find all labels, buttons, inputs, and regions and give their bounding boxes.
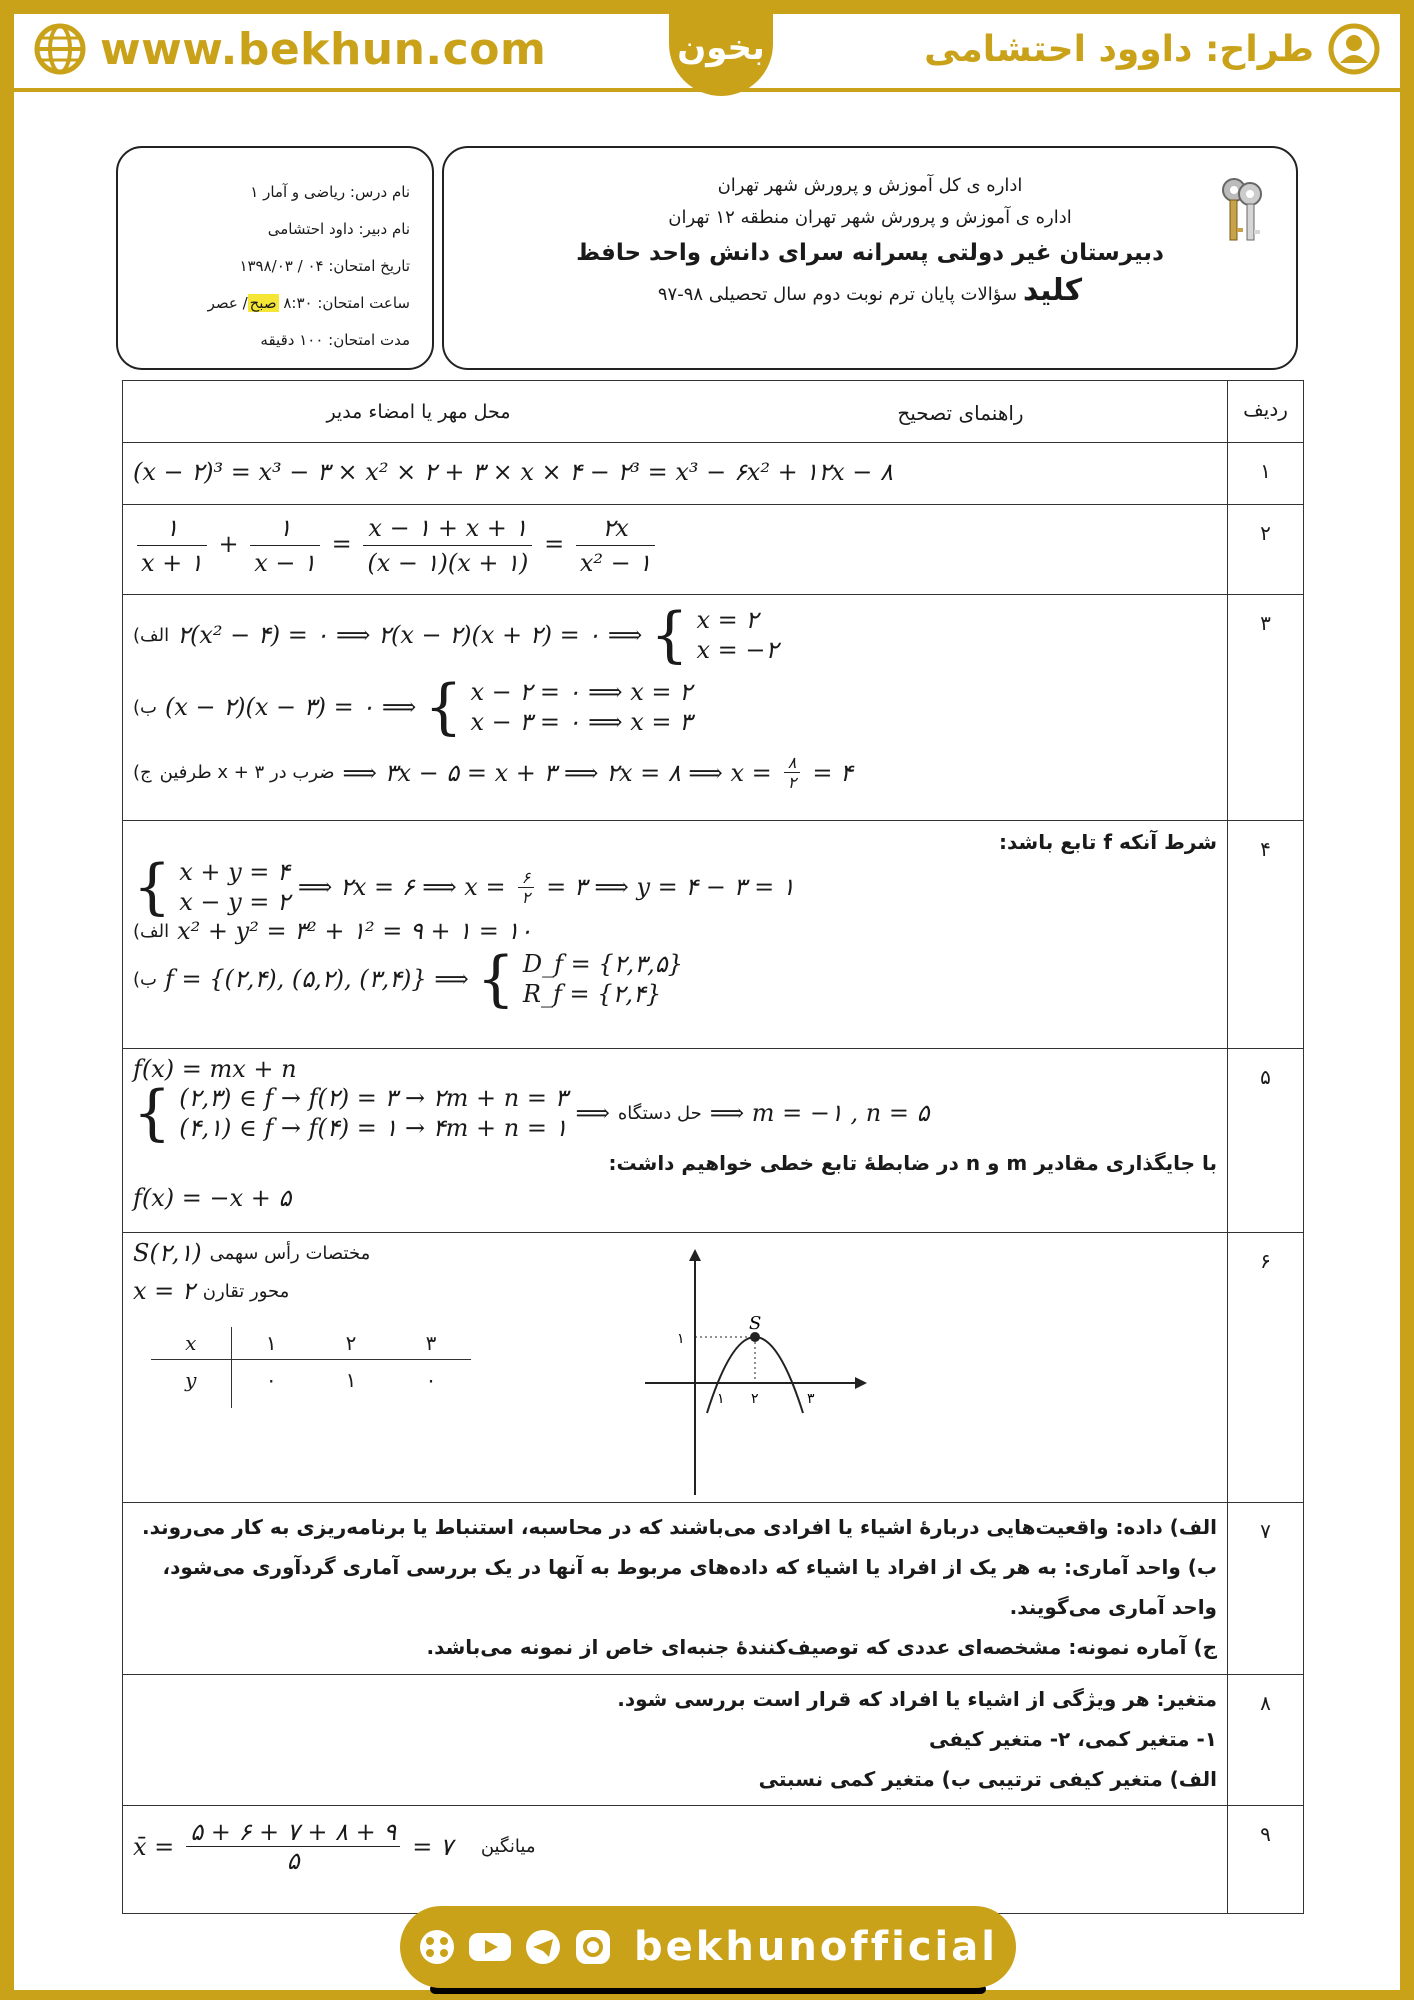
answer-6-vertex: S(۲,۱) مختصات رأس سهمی: [133, 1239, 371, 1267]
row-number-8: ۸: [1228, 1675, 1304, 1806]
value-table-y-3: ۰: [425, 1368, 437, 1392]
answer-3a: الف) ۲(x² − ۴) = ۰ ⟹ ۲(x − ۲)(x + ۲) = ۰ ⟹ { x = ۲ x = −۲: [133, 600, 779, 670]
answer-6-axis: x = ۲ محور تقارن: [133, 1277, 290, 1305]
value-table-x-label: x: [151, 1327, 231, 1360]
x-tick-2: ۲: [751, 1391, 759, 1407]
site-url[interactable]: www.bekhun.com: [100, 23, 547, 75]
value-table-y-2: ۱: [345, 1368, 357, 1392]
table-row: [123, 1049, 1304, 1233]
answer-4-condition: شرط آنکه f تابع باشد:: [999, 830, 1217, 854]
designer-credit: [924, 24, 1380, 74]
col-row: ردیف: [1228, 381, 1304, 443]
answer-cell-9: [123, 1806, 1228, 1914]
answer-7c: ج) آماره نمونه: مشخصه‌ای عددی که توصیف‌کنندهٔ جنبه‌ای خاص از نمونه می‌باشد.: [426, 1635, 1217, 1659]
value-table: [151, 1327, 471, 1408]
table-row: [123, 1233, 1304, 1503]
exam-title-text: سؤالات پایان ترم نوبت دوم سال تحصیلی ۹۸-۹۷: [657, 284, 1018, 305]
value-table-y-label: y: [151, 1360, 231, 1409]
vertex-label: S: [749, 1313, 762, 1334]
fraction: $\frac{x - ۱ + x + ۱}{(x - ۱)(x + ۱)}$: [363, 511, 532, 580]
row-number-4: ۴: [1228, 821, 1304, 1049]
exam-time-label: ساعت امتحان: ۸:۳۰: [283, 294, 410, 312]
row-number-7: ۷: [1228, 1503, 1304, 1675]
row-number-6: ۶: [1228, 1233, 1304, 1503]
col-seal: محل مهر یا امضاء مدیر: [326, 401, 511, 423]
value-table-x-1: ۱: [231, 1327, 311, 1360]
row-number-3: ۳: [1228, 595, 1304, 821]
answer-2-math: $\frac{۱}{x + ۱}$ + $\frac{۱}{x - ۱}$ = $\frac{x - ۱ + x + ۱}{(x - ۱)(x + ۱)}$ = $\frac{۲x}{\text{x² − ۱}}$: [133, 511, 1217, 580]
header-line-2: اداره ی آموزش و پرورش شهر تهران منطقه ۱۲ تهران: [668, 207, 1072, 228]
table-row: [123, 1675, 1304, 1806]
exam-duration: مدت امتحان: ۱۰۰ دقیقه: [260, 331, 410, 349]
top-bar: [0, 0, 1414, 92]
fraction: $\frac{۲x}{\text{x² − ۱}}$: [576, 511, 655, 580]
answer-cell-1: [123, 443, 1228, 505]
x-tick-1: ۱: [717, 1391, 725, 1407]
graph-x-arrow: [855, 1377, 867, 1389]
fraction: $\frac{۶}{۲}$: [518, 868, 535, 907]
globe-icon: [34, 23, 86, 75]
answer-key-label: کلید: [1022, 273, 1083, 308]
value-table-y-1: ۰: [265, 1368, 277, 1392]
brand-logo-text: بخون: [677, 28, 765, 68]
answer-cell-6: [123, 1233, 1228, 1503]
table-row: [123, 595, 1304, 821]
answer-7b: ب) واحد آماری: به هر یک از افراد یا اشیاء که داده‌های مربوط به آنها در یک بررسی آماری گردآوری می‌شود، واحد آماری می‌گویند.: [162, 1555, 1217, 1619]
fraction: $\frac{۱}{x - ۱}$: [250, 511, 320, 580]
social-footer: [400, 1906, 1016, 1988]
table-header-row: [123, 381, 1304, 443]
school-name: دبیرستان غیر دولتی پسرانه سرای دانش واحد حافظ: [576, 240, 1164, 266]
youtube-icon[interactable]: [468, 1930, 512, 1964]
answer-4a: الف) x² + y² = ۳² + ۱² = ۹ + ۱ = ۱۰: [133, 917, 533, 945]
row-number-9: ۹: [1228, 1806, 1304, 1914]
telegram-icon[interactable]: [524, 1928, 562, 1966]
value-table-x-2: ۲: [311, 1327, 391, 1360]
answer-cell-7: [123, 1503, 1228, 1675]
table-row: [123, 1503, 1304, 1675]
answer-table: [122, 380, 1304, 1914]
exam-date: تاریخ امتحان: ۰۴ / ۱۳۹۸/۰۳: [239, 257, 410, 275]
table-row: [123, 821, 1304, 1049]
exam-time: [130, 285, 410, 322]
answer-cell-5: [123, 1049, 1228, 1233]
teacher-name: نام دبیر: داود احتشامی: [267, 220, 410, 238]
answer-3c: ج) ضرب در x + ۳ طرفین ⟹ ۳x − ۵ = x + ۳ ⟹ ۲x = ۸ ⟹ x = $\frac{۸}{۲}$ = ۴: [133, 753, 853, 792]
answer-8b: ۱- متغیر کمی، ۲- متغیر کیفی: [928, 1727, 1217, 1751]
parabola-graph: [635, 1245, 875, 1495]
row-number-2: ۲: [1228, 505, 1304, 595]
page-border-right: [1400, 92, 1414, 2000]
value-table-x-3: ۳: [391, 1327, 471, 1360]
answer-5-final: f(x) = −x + ۵: [133, 1184, 292, 1212]
answer-9-mean: x̄ = $\frac{۵ + ۶ + ۷ + ۸ + ۹}{۵}$ = ۷ میانگین: [133, 1818, 536, 1875]
header-cell: [123, 381, 1228, 443]
answer-4b: ب) f = {(۲,۴), (۵,۲), (۳,۴)} ⟹ { D_f = {۲,۳,۵} R_f = {۲,۴}: [133, 944, 683, 1014]
social-handle[interactable]: bekhunofficial: [634, 1924, 998, 1970]
page-border-left: [0, 92, 14, 2000]
col-guide: راهنمای تصحیح: [897, 401, 1024, 425]
answer-7a: الف) داده: واقعیت‌هایی دربارهٔ اشیاء یا افرادی می‌باشند که در محاسبه، استنباط یا برنامه‌ریزی به کار می‌روند.: [142, 1515, 1217, 1539]
table-row: [123, 1806, 1304, 1914]
header-line-1: اداره ی کل آموزش و پرورش شهر تهران: [717, 175, 1023, 196]
answer-8c: الف) متغیر کیفی ترتیبی ب) متغیر کمی نسبتی: [758, 1767, 1217, 1791]
fraction: $\frac{۵ + ۶ + ۷ + ۸ + ۹}{۵}$: [186, 1818, 400, 1875]
site-link[interactable]: [34, 24, 546, 74]
course-name: نام درس: ریاضی و آمار ۱: [250, 183, 410, 201]
table-row: [123, 443, 1304, 505]
exam-title: [444, 272, 1296, 314]
keys-icon: [1216, 176, 1268, 246]
exam-time-am: صبح: [249, 294, 277, 312]
instagram-icon[interactable]: [574, 1928, 612, 1966]
user-icon: [1328, 23, 1380, 75]
answer-cell-4: [123, 821, 1228, 1049]
row-number-5: ۵: [1228, 1049, 1304, 1233]
graph-y-arrow: [689, 1249, 701, 1261]
answer-3b: ب) (x − ۲)(x − ۳) = ۰ ⟹ { x − ۲ = ۰ ⟹ x = ۲ x − ۳ = ۰ ⟹ x = ۳: [133, 672, 693, 742]
answer-8a: متغیر: هر ویژگی از اشیاء یا افراد که قرار است بررسی شود.: [617, 1687, 1217, 1711]
answer-5-system: { (۲,۳) ∈ f → f(۲) = ۳ → ۲m + n = ۳ (۴,۱) ∈ f → f(۴) = ۱ → ۴m + n = ۱ ⟹ حل دستگاه ⟹ m = −۱ , n = ۵: [133, 1078, 930, 1148]
fraction: $\frac{۱}{x + ۱}$: [137, 511, 207, 580]
answer-cell-2: [123, 505, 1228, 595]
brand-logo: [669, 0, 773, 96]
row-number-1: ۱: [1228, 443, 1304, 505]
x-tick-3: ۳: [807, 1391, 815, 1407]
exam-info-box: [116, 146, 434, 370]
answer-4-system: { x + y = ۴ x − y = ۲ ⟹ ۲x = ۶ ⟹ x = $\frac{۶}{۲}$ = ۳ ⟹ y = ۴ − ۳ = ۱: [133, 852, 795, 922]
answer-cell-8: [123, 1675, 1228, 1806]
answer-1-math: (x − ۲)³ = x³ − ۳ × x² × ۲ + ۳ × x × ۴ − ۲³ = x³ − ۶x² + ۱۲x − ۸: [133, 458, 893, 486]
table-row: [123, 505, 1304, 595]
school-header-box: [442, 146, 1298, 370]
answer-5-func: f(x) = mx + n: [133, 1055, 297, 1083]
aparat-icon[interactable]: [418, 1928, 456, 1966]
answer-5-sentence: با جایگذاری مقادیر m و n در ضابطهٔ تابع خطی خواهیم داشت:: [608, 1151, 1217, 1175]
answer-cell-3: [123, 595, 1228, 821]
exam-time-pm: / عصر: [207, 294, 248, 312]
fraction: $\frac{۸}{۲}$: [784, 753, 801, 792]
y-tick-1: ۱: [677, 1331, 685, 1347]
designer-name: طراح: داوود احتشامی: [924, 28, 1314, 70]
